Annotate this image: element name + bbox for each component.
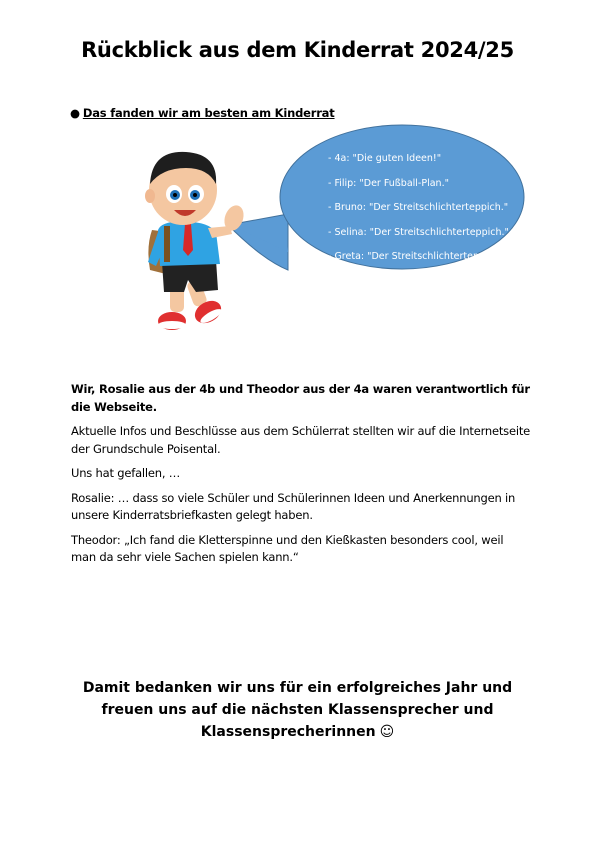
boy-waving-icon xyxy=(145,152,247,330)
closing-text: Damit bedanken wir uns für ein erfolgreiches Jahr und freuen uns auf die nächsten Klassensprecher und Klassensprecherinnen xyxy=(82,680,513,740)
quote-item: - Greta: "Der Streitschlichterteppich." xyxy=(328,251,507,262)
quote-item: - 4a: "Die guten Ideen!" xyxy=(328,153,442,164)
section-heading-text: Das fanden wir am besten am Kinderrat xyxy=(82,106,335,120)
smiley-icon: ☺ xyxy=(379,724,395,740)
quote-item: - Selina: "Der Streitschlichterteppich." xyxy=(328,226,509,238)
quote-item: - Bruno: "Der Streitschlichterteppich." xyxy=(328,202,509,213)
paragraph-responsible: Wir, Rosalie aus der 4b und Theodor aus der 4a waren verantwortlich für die Webseite. xyxy=(71,382,530,414)
paragraph-rosalie: Rosalie: … dass so viele Schüler und Schülerinnen Ideen und Anerkennungen in unsere Kinderratsbriefkasten gelegt haben. xyxy=(71,490,516,522)
paragraph-theodor: Theodor: „Ich fand die Kletterspinne und den Kießkasten besonders cool, weil man da sehr viele Sachen spielen kann.“ xyxy=(71,532,504,564)
body-text xyxy=(71,381,531,574)
bullet-icon: ● xyxy=(70,106,80,120)
closing-text-block xyxy=(60,677,535,743)
paragraph-info: Aktuelle Infos und Beschlüsse aus dem Schülerrat stellten wir auf die Internetseite der Grundschule Poisental. xyxy=(71,424,531,456)
quote-list xyxy=(328,152,538,275)
section-heading xyxy=(70,106,335,120)
page-title: Rückblick aus dem Kinderrat 2024/25 xyxy=(81,38,514,62)
quote-item: - Filip: "Der Fußball-Plan." xyxy=(328,177,449,189)
paragraph-liked: Uns hat gefallen, … xyxy=(71,466,181,480)
